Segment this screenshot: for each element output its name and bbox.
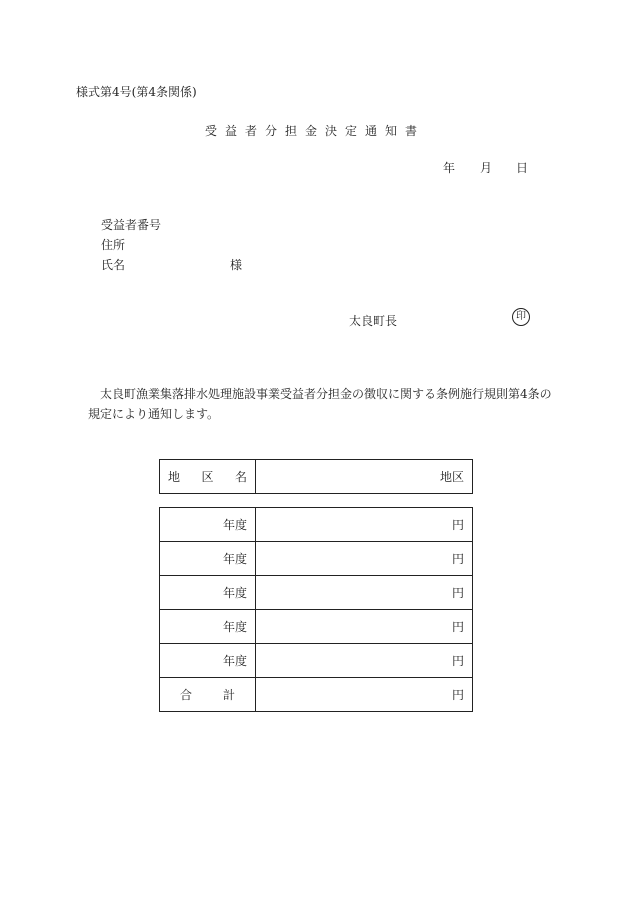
date-day-label: 日 <box>516 161 529 175</box>
label-char: 区 <box>201 470 214 484</box>
body-line-1: 太良町漁業集落排水処理施設事業受益者分担金の徴収に関する条例施行規則第4条の <box>100 387 552 401</box>
sender-name: 太良町長 <box>349 314 398 328</box>
amount-value: 円 <box>256 542 473 576</box>
recipient-address-label <box>101 236 137 253</box>
district-label-cell <box>160 460 256 494</box>
honorific: 様 <box>230 258 243 272</box>
district-row <box>160 460 473 494</box>
district-value: 地区 <box>256 460 473 494</box>
label-char: 計 <box>222 688 235 702</box>
form-number: 様式第4号(第4条関係) <box>76 85 197 99</box>
total-value: 円 <box>256 678 473 712</box>
total-label <box>168 686 247 703</box>
recipient-number-label: 受益者番号 <box>101 218 162 232</box>
label-char: 地 <box>168 470 181 484</box>
amount-table <box>159 507 473 712</box>
amount-value: 円 <box>256 644 473 678</box>
amount-value: 円 <box>256 610 473 644</box>
district-table <box>159 459 473 494</box>
fiscal-year-label: 年度 <box>160 508 256 542</box>
fiscal-year-label: 年度 <box>160 644 256 678</box>
total-label-cell <box>160 678 256 712</box>
date-month-label: 月 <box>480 161 493 175</box>
label-char: 合 <box>180 688 193 702</box>
recipient-name-label <box>101 256 137 273</box>
label-char: 名 <box>234 470 247 484</box>
body-text <box>88 384 558 424</box>
body-line-2: 規定により通知します。 <box>88 407 220 421</box>
district-label <box>168 468 247 485</box>
table-row <box>160 576 473 610</box>
table-row <box>160 644 473 678</box>
fiscal-year-label: 年度 <box>160 610 256 644</box>
address-label-text: 住所 <box>101 238 126 252</box>
amount-value: 円 <box>256 508 473 542</box>
document-title: 受益者分担金決定通知書 <box>204 124 425 138</box>
name-label-text: 氏名 <box>101 258 126 272</box>
date-year-label: 年 <box>443 161 456 175</box>
table-row <box>160 542 473 576</box>
table-row <box>160 508 473 542</box>
table-row <box>160 610 473 644</box>
fiscal-year-label: 年度 <box>160 542 256 576</box>
seal-icon: 印 <box>512 308 530 326</box>
amount-value: 円 <box>256 576 473 610</box>
fiscal-year-label: 年度 <box>160 576 256 610</box>
total-row <box>160 678 473 712</box>
